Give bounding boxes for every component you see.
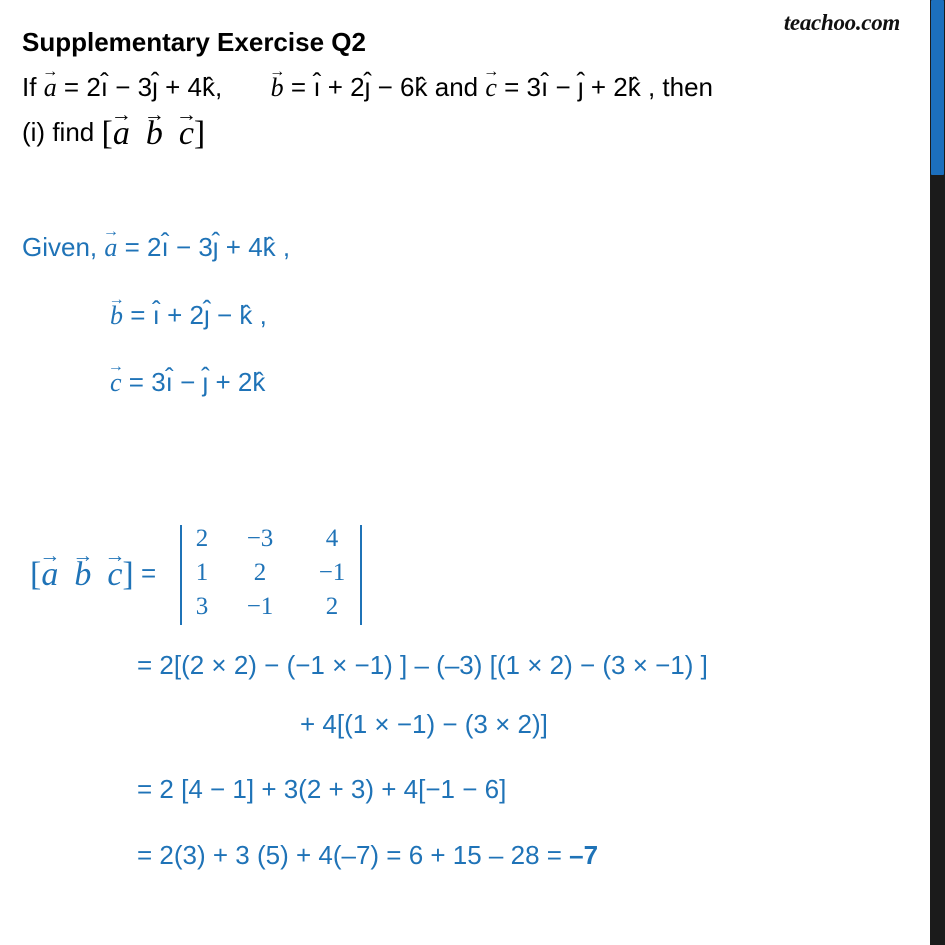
det-cell: 2 — [325, 593, 339, 620]
given-a: Given, → a = 2ı̂ − 3ȷ̂ + 4k̂ , — [22, 232, 290, 263]
det-cell: 4 — [325, 525, 339, 552]
vertical-scrollbar[interactable] — [930, 0, 945, 945]
scrollbar-thumb[interactable] — [931, 0, 944, 175]
det-cell: −1 — [246, 593, 274, 620]
step-3: = 2 [4 − 1] + 3(2 + 3) + 4[−1 − 6] — [137, 774, 507, 804]
det-cell: 3 — [195, 593, 209, 620]
question-title: Supplementary Exercise Q2 — [22, 27, 366, 57]
step-2: + 4[(1 × −1) − (3 × 2)] — [300, 709, 548, 739]
det-cell: 2 — [253, 559, 267, 586]
scalar-triple-product: [→ a→ b→ c] — [101, 115, 205, 152]
det-cell: 1 — [195, 559, 209, 586]
given-c: → c = 3ı̂ − ȷ̂ + 2k̂ — [110, 367, 265, 398]
teachoo-logo: teachoo.com — [783, 10, 900, 35]
question-line-1: If → a = 2ı̂ − 3ȷ̂ + 4k̂, → b = ı̂ + 2ȷ̂ − 6k̂ and → c = 3ı̂ − ȷ̂ + 2k̂ , then — [22, 72, 713, 103]
given-b: → b = ı̂ + 2ȷ̂ − k̂ , — [110, 300, 267, 331]
vector-c: → c — [485, 73, 497, 103]
det-cell: −1 — [318, 559, 346, 586]
final-answer: –7 — [569, 840, 599, 870]
det-cell: −3 — [246, 525, 274, 552]
vector-a: → a — [44, 73, 57, 103]
determinant-matrix — [180, 525, 362, 625]
step-4: = 2(3) + 3 (5) + 4(–7) = 6 + 15 – 28 = –7 — [137, 840, 599, 870]
vector-b: → b — [271, 73, 284, 103]
step-1: = 2[(2 × 2) − (−1 × −1) ] – (–3) [(1 × 2) − (3 × −1) ] — [137, 650, 708, 680]
stp-equation-lhs: [→ a→ b→ c] = — [30, 556, 156, 594]
det-cell: 2 — [195, 525, 209, 552]
question-line-2: (i) find [→ a→ b→ c] — [22, 115, 205, 153]
